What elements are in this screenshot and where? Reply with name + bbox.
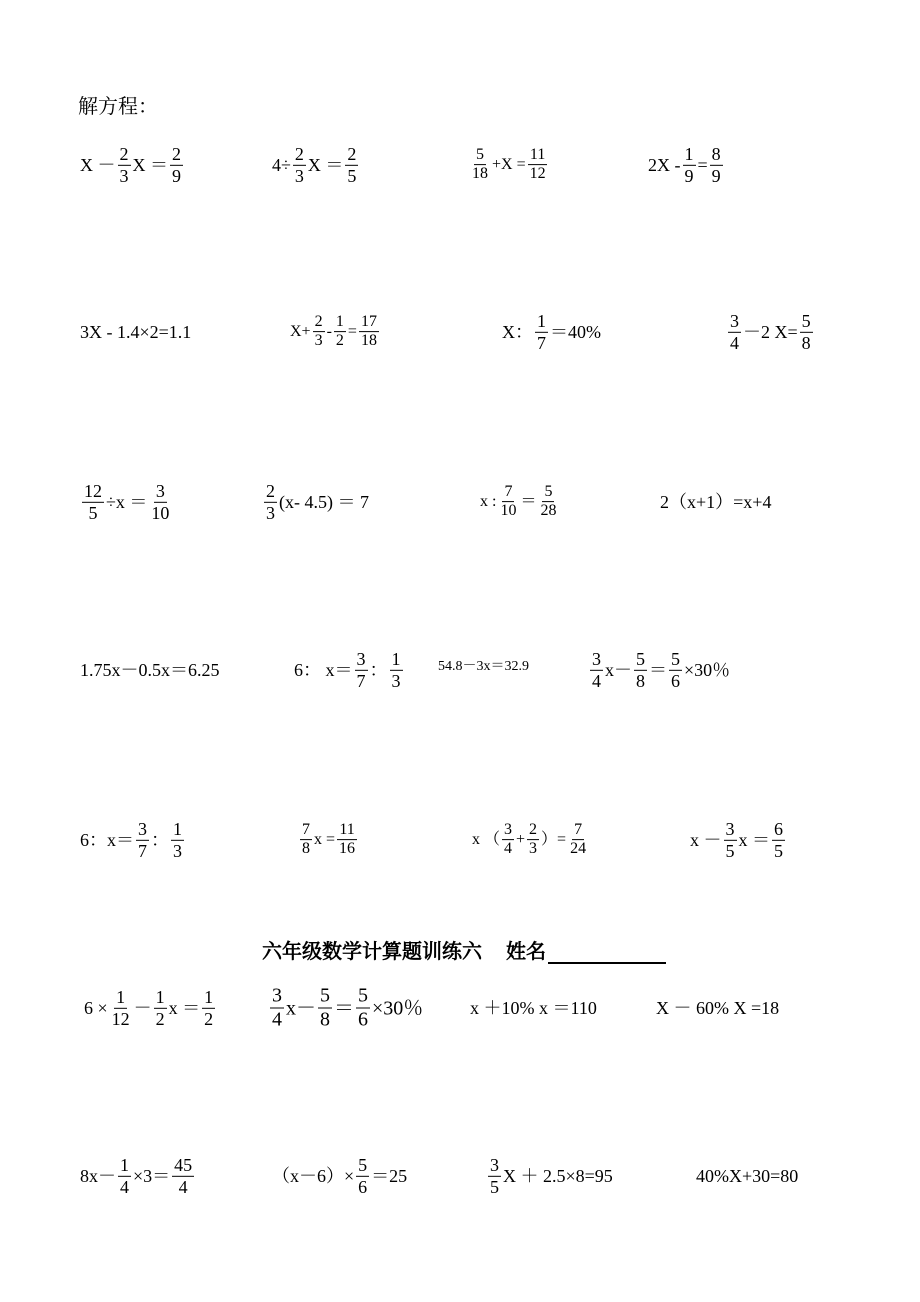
fraction-numerator: 1 xyxy=(204,986,214,1007)
equation-text: ×30％ xyxy=(372,997,424,1019)
equation-r2c3 xyxy=(502,311,601,353)
fraction xyxy=(293,144,306,186)
equation-text: ）= xyxy=(541,831,567,848)
equation-text: X ＋ 2.5×8=95 xyxy=(503,1166,613,1186)
fraction-numerator: 3 xyxy=(155,480,165,501)
fraction-numerator: 6 xyxy=(774,818,783,839)
fraction xyxy=(171,819,184,861)
fraction xyxy=(800,311,813,353)
equation-r3c2 xyxy=(262,481,369,523)
fraction-numerator: 2 xyxy=(347,143,357,164)
fraction-numerator: 45 xyxy=(174,1154,193,1175)
fraction xyxy=(390,649,403,691)
equation-text: ＝ xyxy=(520,493,537,510)
equation-text: X － xyxy=(80,155,116,175)
fraction xyxy=(498,483,518,521)
fraction xyxy=(590,649,603,691)
fraction-denominator: 3 xyxy=(173,840,182,861)
fraction xyxy=(538,483,558,521)
fraction xyxy=(118,144,131,186)
fraction-denominator: 5 xyxy=(347,165,357,186)
fraction-denominator: 18 xyxy=(360,332,377,350)
equation-r4c2 xyxy=(294,649,405,691)
equation-text: ×30％ xyxy=(684,660,731,680)
fraction-numerator: 2 xyxy=(266,480,275,501)
fraction-numerator: 7 xyxy=(572,821,584,840)
name-label: 姓名 xyxy=(506,939,546,963)
equation-r3c4 xyxy=(660,493,771,511)
fraction-numerator: 5 xyxy=(474,146,486,165)
equation-text: 3X - 1.4×2=1.1 xyxy=(80,322,192,342)
fraction-denominator: 9 xyxy=(684,165,694,186)
fraction-numerator: 5 xyxy=(801,310,811,331)
equation-text: +X = xyxy=(492,156,526,173)
equation-text: (x- 4.5) ＝ 7 xyxy=(279,492,369,512)
equation-r7c1 xyxy=(80,1155,196,1197)
fraction-denominator: 3 xyxy=(266,502,275,523)
fraction-denominator: 3 xyxy=(294,165,304,186)
fraction-numerator: 3 xyxy=(356,648,366,669)
fraction-denominator: 2 xyxy=(155,1008,165,1029)
fraction xyxy=(202,987,215,1029)
fraction xyxy=(172,1155,194,1197)
fraction xyxy=(154,987,167,1029)
fraction xyxy=(527,821,539,859)
equation-text: x = xyxy=(314,831,336,848)
equation-r5c1 xyxy=(80,819,186,861)
page-heading: 解方程： xyxy=(78,94,158,118)
equation-text: X － 60% X =18 xyxy=(656,998,780,1018)
fraction-denominator: 3 xyxy=(529,840,538,858)
fraction-numerator: 2 xyxy=(313,313,325,332)
equation-r3c3 xyxy=(480,483,560,521)
equation-r2c1 xyxy=(80,323,191,341)
equation-text: x ＝ xyxy=(168,998,201,1018)
equation-text: 2X - xyxy=(648,155,681,175)
fraction xyxy=(710,144,723,186)
equation-text: - xyxy=(326,323,332,340)
equation-r1c2 xyxy=(272,144,360,186)
fraction xyxy=(334,313,346,351)
fraction-numerator: 1 xyxy=(391,648,401,669)
fraction-numerator: 1 xyxy=(334,313,346,332)
fraction-denominator: 3 xyxy=(391,670,401,691)
fraction xyxy=(264,481,277,523)
fraction-denominator: 4 xyxy=(272,1008,282,1031)
fraction xyxy=(355,649,368,691)
fraction-numerator: 3 xyxy=(725,818,735,839)
equation-r1c4 xyxy=(648,144,725,186)
fraction-denominator: 5 xyxy=(725,840,735,861)
fraction-denominator: 4 xyxy=(730,332,739,353)
fraction-denominator: 6 xyxy=(358,1008,368,1031)
fraction xyxy=(728,311,741,353)
fraction-numerator: 3 xyxy=(272,984,282,1007)
fraction xyxy=(669,649,682,691)
equation-text: X ＝ xyxy=(307,155,344,175)
fraction xyxy=(318,985,332,1032)
section-title xyxy=(262,935,666,964)
fraction-denominator: 3 xyxy=(119,165,129,186)
fraction xyxy=(772,819,785,861)
fraction-numerator: 5 xyxy=(358,984,368,1007)
equation-text: X ＝ xyxy=(132,155,168,175)
equation-text: － xyxy=(133,998,152,1018)
fraction-numerator: 7 xyxy=(502,483,514,502)
fraction-denominator: 5 xyxy=(490,1176,499,1197)
fraction xyxy=(528,146,548,184)
equation-r2c2 xyxy=(290,313,381,351)
equation-text: + xyxy=(516,831,526,848)
fraction-denominator: 9 xyxy=(711,165,721,186)
equation-text: 54.8－3x＝32.9 xyxy=(438,659,529,674)
fraction-numerator: 1 xyxy=(155,986,165,1007)
equation-r6c3 xyxy=(470,999,597,1017)
equation-text: x : xyxy=(480,493,497,510)
fraction-denominator: 7 xyxy=(356,670,366,691)
fraction-denominator: 2 xyxy=(204,1008,214,1029)
equation-text: ： xyxy=(151,830,169,850)
fraction xyxy=(345,144,358,186)
equation-r4c1 xyxy=(80,661,220,679)
equation-text: x－ xyxy=(605,660,632,680)
equation-text: －2 X= xyxy=(743,322,798,342)
fraction-denominator: 18 xyxy=(472,165,488,183)
fraction-denominator: 16 xyxy=(339,840,356,858)
fraction xyxy=(82,481,104,523)
fraction-denominator: 24 xyxy=(570,840,587,858)
fraction-numerator: 5 xyxy=(671,648,680,669)
fraction xyxy=(683,144,696,186)
fraction xyxy=(149,481,171,523)
fraction-numerator: 2 xyxy=(294,143,304,164)
fraction-denominator: 4 xyxy=(504,840,513,858)
equation-text: x － xyxy=(690,830,722,850)
fraction xyxy=(724,819,737,861)
equation-text: 4÷ xyxy=(272,155,291,175)
fraction xyxy=(110,987,132,1029)
equation-text: x （ xyxy=(472,831,501,848)
fraction-numerator: 5 xyxy=(542,483,554,502)
equation-r5c2 xyxy=(298,821,359,859)
equation-r2c4 xyxy=(726,311,815,353)
fraction-numerator: 12 xyxy=(84,480,102,501)
fraction xyxy=(300,821,312,859)
equation-r4c3 xyxy=(438,660,529,674)
fraction xyxy=(118,1155,131,1197)
equation-r3c1 xyxy=(80,481,173,523)
fraction-denominator: 4 xyxy=(592,670,601,691)
equation-text: x ＋10% x ＝110 xyxy=(470,998,597,1018)
equation-r1c1 xyxy=(80,144,185,186)
fraction-numerator: 3 xyxy=(502,821,514,840)
fraction-numerator: 2 xyxy=(119,143,129,164)
equation-r4c4 xyxy=(588,649,730,691)
fraction xyxy=(313,313,325,351)
fraction xyxy=(356,1155,369,1197)
fraction-numerator: 11 xyxy=(528,146,547,165)
equation-text: ＝40% xyxy=(550,322,601,342)
fraction-denominator: 6 xyxy=(358,1176,368,1197)
fraction-denominator: 4 xyxy=(178,1176,188,1197)
equation-text: X+ xyxy=(290,323,311,340)
fraction-denominator: 7 xyxy=(138,840,147,861)
fraction-denominator: 2 xyxy=(335,332,344,350)
fraction-denominator: 10 xyxy=(500,502,517,520)
equation-text: X： xyxy=(502,322,533,342)
fraction-denominator: 12 xyxy=(111,1008,130,1029)
fraction xyxy=(337,821,357,859)
fraction-numerator: 3 xyxy=(138,818,147,839)
equation-r5c4 xyxy=(690,819,787,861)
equation-r5c3 xyxy=(472,821,590,859)
fraction-numerator: 5 xyxy=(320,984,330,1007)
fraction xyxy=(502,821,514,859)
fraction xyxy=(356,985,370,1032)
fraction-denominator: 12 xyxy=(529,165,546,183)
fraction-numerator: 17 xyxy=(359,313,379,332)
equation-text: ×3＝ xyxy=(133,1166,171,1186)
fraction-denominator: 5 xyxy=(774,840,783,861)
fraction-numerator: 5 xyxy=(358,1154,368,1175)
fraction-denominator: 10 xyxy=(151,502,170,523)
fraction-numerator: 11 xyxy=(337,821,356,840)
fraction-numerator: 7 xyxy=(300,821,312,840)
equation-r1c3 xyxy=(468,146,550,184)
equation-r6c4 xyxy=(656,999,779,1017)
fraction-denominator: 28 xyxy=(540,502,557,520)
fraction-numerator: 1 xyxy=(120,1154,129,1175)
fraction-denominator: 7 xyxy=(537,332,546,353)
fraction-numerator: 1 xyxy=(537,310,546,331)
fraction xyxy=(136,819,149,861)
fraction-denominator: 8 xyxy=(636,670,645,691)
fraction-numerator: 3 xyxy=(490,1154,499,1175)
fraction xyxy=(270,985,284,1032)
fraction-numerator: 5 xyxy=(636,648,645,669)
fraction xyxy=(634,649,647,691)
fraction-numerator: 1 xyxy=(173,818,182,839)
section-title-text: 六年级数学计算题训练六 xyxy=(262,939,482,963)
equation-text: 6：x＝ xyxy=(80,830,134,850)
fraction-denominator: 3 xyxy=(314,332,323,350)
equation-text: 1.75x－0.5x＝6.25 xyxy=(80,660,220,680)
equation-text: ＝ xyxy=(334,997,354,1019)
equation-text: （x－6）× xyxy=(272,1166,355,1186)
fraction xyxy=(170,144,183,186)
equation-text: = xyxy=(347,323,357,340)
fraction-numerator: 1 xyxy=(116,986,126,1007)
equation-text: ＝ xyxy=(649,660,667,680)
name-blank-line xyxy=(548,940,666,964)
fraction-denominator: 6 xyxy=(671,670,680,691)
equation-r7c4 xyxy=(696,1167,798,1185)
fraction-denominator: 8 xyxy=(801,332,811,353)
equation-text: = xyxy=(697,155,708,175)
equation-text: 6： x＝ xyxy=(294,660,353,680)
equation-text: ÷x ＝ xyxy=(106,492,148,512)
fraction-numerator: 3 xyxy=(730,310,739,331)
fraction-denominator: 5 xyxy=(88,502,98,523)
fraction-numerator: 2 xyxy=(527,821,539,840)
fraction xyxy=(470,146,490,184)
equation-text: x ＝ xyxy=(738,830,770,850)
equation-text: 2（x+1）=x+4 xyxy=(660,492,772,512)
fraction-numerator: 2 xyxy=(172,143,181,164)
equation-r6c1 xyxy=(84,987,217,1029)
equation-text: ： xyxy=(369,660,388,680)
equation-text: ＝25 xyxy=(371,1166,408,1186)
fraction xyxy=(568,821,588,859)
equation-r6c2 xyxy=(268,985,423,1032)
fraction xyxy=(488,1155,501,1197)
fraction xyxy=(359,313,379,351)
fraction xyxy=(535,311,548,353)
fraction-denominator: 8 xyxy=(302,840,310,858)
equation-r7c3 xyxy=(486,1155,613,1197)
fraction-numerator: 3 xyxy=(592,648,601,669)
fraction-denominator: 9 xyxy=(172,165,181,186)
fraction-denominator: 8 xyxy=(320,1008,330,1031)
fraction-numerator: 8 xyxy=(711,143,721,164)
equation-text: x－ xyxy=(286,997,316,1019)
equation-text: 40%X+30=80 xyxy=(696,1166,799,1186)
fraction-denominator: 4 xyxy=(120,1176,129,1197)
equation-r7c2 xyxy=(272,1155,407,1197)
equation-text: 6 × xyxy=(84,998,108,1018)
fraction-numerator: 1 xyxy=(684,143,694,164)
equation-text: 8x－ xyxy=(80,1166,116,1186)
